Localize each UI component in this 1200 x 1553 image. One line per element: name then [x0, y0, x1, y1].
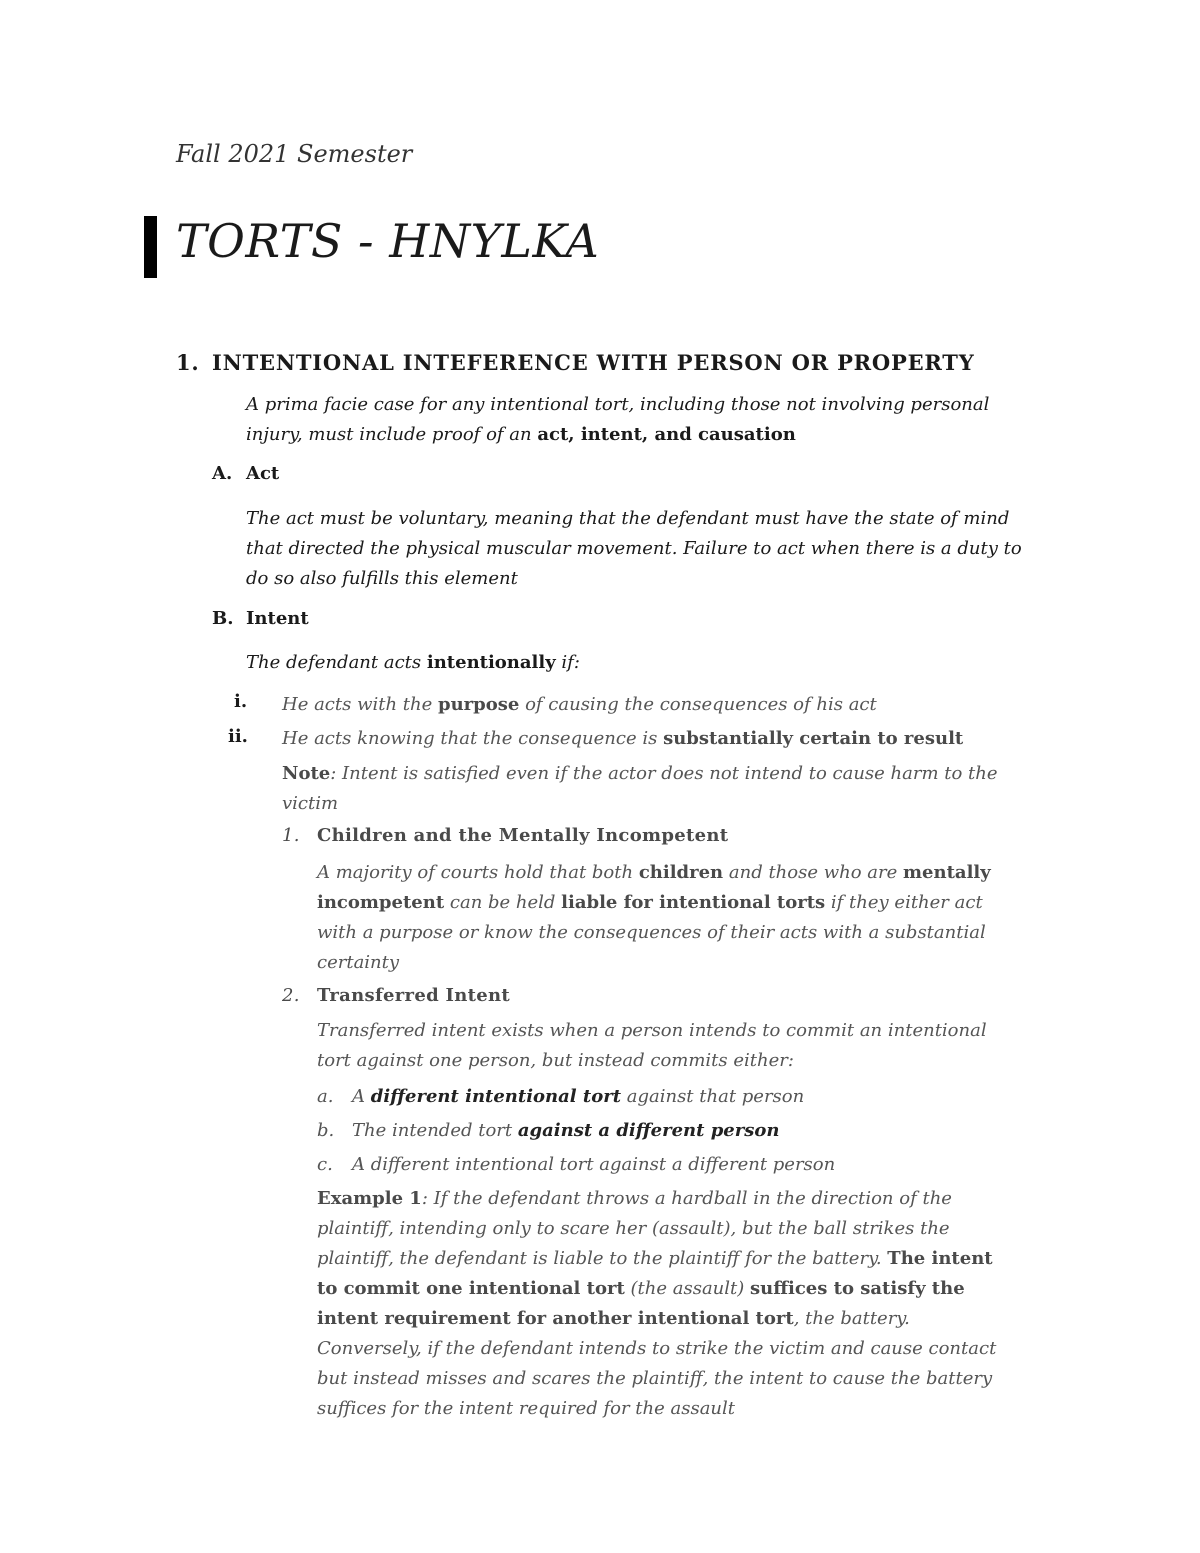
- subitem-2-title: Transferred Intent: [317, 985, 510, 1006]
- list-b-text: The intended tort: [352, 1120, 518, 1141]
- children-text-1: A majority of courts hold that both: [317, 862, 639, 883]
- section-heading: [176, 350, 975, 375]
- list-b-emphasis: against a different person: [517, 1120, 780, 1141]
- list-c-item: A different intentional tort against a different person: [352, 1154, 836, 1175]
- example-text-5: , the battery.: [793, 1308, 910, 1329]
- item-i-emphasis: purpose: [438, 694, 520, 715]
- example-text-1: : If the defendant throws a hardball in the direction of the: [421, 1188, 952, 1209]
- list-b-num: b.: [317, 1120, 335, 1141]
- intent-item-i: [282, 690, 877, 720]
- subitem-1-title: Children and the Mentally Incompetent: [317, 825, 729, 846]
- section-heading-text: INTENTIONAL INTEFERENCE WITH PERSON OR PROPERTY: [212, 350, 975, 375]
- subitem-2-number: [282, 985, 300, 1006]
- example-text-3: plaintiff, the defendant is liable to the plaintiff for the battery.: [317, 1248, 888, 1269]
- transferred-line-2: tort against one person, but instead commits either:: [317, 1050, 794, 1071]
- document-title: TORTS - HNYLKA: [176, 214, 600, 268]
- act-line-2: that directed the physical muscular movement. Failure to act when there is a duty to: [246, 538, 1022, 559]
- subitem-1-number: [282, 825, 300, 846]
- example-line-3: [317, 1244, 996, 1274]
- note-line-2: victim: [282, 793, 339, 814]
- list-a-text: A: [352, 1086, 371, 1107]
- subsection-b-label: B.: [212, 608, 234, 629]
- intro-line-2: [246, 420, 989, 450]
- example-line-5: [317, 1304, 996, 1334]
- note-line-1: [282, 759, 998, 789]
- transferred-line-1: Transferred intent exists when a person intends to commit an intentional: [317, 1020, 987, 1041]
- list-c-num: c.: [317, 1154, 333, 1175]
- intro-emphasis: act, intent, and causation: [537, 424, 796, 445]
- intent-lead: [246, 648, 580, 678]
- children-paragraph: [317, 858, 991, 978]
- children-text-4: if they either act: [825, 892, 983, 913]
- subitem-1-num: 1.: [282, 825, 300, 846]
- children-text-2: and those who are: [723, 862, 903, 883]
- example-line-8: suffices for the intent required for the assault: [317, 1398, 736, 1419]
- example-emph-4c: suffices to satisfy the: [750, 1278, 965, 1299]
- item-ii-emphasis: substantially certain to result: [663, 728, 964, 749]
- children-line-4: certainty: [317, 952, 400, 973]
- subsection-a-label: A.: [212, 463, 233, 484]
- list-a-item: [352, 1082, 804, 1112]
- children-line-2: [317, 888, 991, 918]
- item-i-text: He acts with the: [282, 694, 438, 715]
- roman-ii: ii.: [228, 726, 248, 747]
- section-number: 1.: [176, 350, 200, 375]
- intro-line-1: A prima facie case for any intentional tort, including those not involving personal: [246, 394, 990, 415]
- intro-text: injury, must include proof of an: [246, 424, 538, 445]
- roman-i: i.: [234, 691, 248, 712]
- act-line-3: do so also fulfills this element: [246, 568, 518, 589]
- children-emph-4: liable for intentional torts: [561, 892, 826, 913]
- children-emph-2: mentally: [903, 862, 991, 883]
- act-line-1: The act must be voluntary, meaning that the defendant must have the state of mind: [246, 508, 1010, 529]
- intro-paragraph: [246, 390, 989, 450]
- intent-lead-text: The defendant acts: [246, 652, 427, 673]
- note-text: : Intent is satisfied even if the actor does not intend to cause harm to the: [330, 763, 998, 784]
- list-a-emphasis: different intentional tort: [370, 1086, 622, 1107]
- intent-item-ii: [282, 724, 963, 754]
- example-line-1: [317, 1184, 996, 1214]
- act-paragraph: [246, 504, 1022, 594]
- children-emph-3: incompetent: [317, 892, 445, 913]
- semester-label: Fall 2021 Semester: [176, 140, 413, 168]
- subsection-a-title: Act: [246, 463, 280, 484]
- example-line-7: but instead misses and scares the plaintiff, the intent to cause the battery: [317, 1368, 993, 1389]
- children-emph-1: children: [638, 862, 724, 883]
- list-a-tail: against that person: [621, 1086, 805, 1107]
- item-ii-text: He acts knowing that the consequence is: [282, 728, 664, 749]
- example-paragraph: [317, 1184, 996, 1424]
- intent-lead-tail: if:: [555, 652, 580, 673]
- list-a-num: a.: [317, 1086, 334, 1107]
- children-line-3: with a purpose or know the consequences of their acts with a substantial: [317, 922, 986, 943]
- children-line-1: [317, 858, 991, 888]
- note-paragraph: [282, 759, 998, 819]
- example-label: Example 1: [317, 1188, 422, 1209]
- transferred-paragraph: [317, 1016, 987, 1076]
- subitem-2-num: 2.: [282, 985, 300, 1006]
- children-text-3: can be held: [444, 892, 562, 913]
- intent-lead-emphasis: intentionally: [426, 652, 556, 673]
- example-line-4: [317, 1274, 996, 1304]
- example-emph-4a: to commit one intentional tort: [317, 1278, 625, 1299]
- note-label: Note: [282, 763, 331, 784]
- list-b-item: [352, 1116, 779, 1146]
- subsection-b-title: Intent: [246, 608, 309, 629]
- example-emph-3: The intent: [887, 1248, 993, 1269]
- example-text-4: (the assault): [624, 1278, 751, 1299]
- title-accent-bar: [144, 216, 157, 278]
- example-line-6: Conversely, if the defendant intends to strike the victim and cause contact: [317, 1338, 997, 1359]
- example-emph-5: intent requirement for another intentional tort: [317, 1308, 794, 1329]
- example-line-2: plaintiff, intending only to scare her (assault), but the ball strikes the: [317, 1218, 950, 1239]
- item-i-tail: of causing the consequences of his act: [519, 694, 877, 715]
